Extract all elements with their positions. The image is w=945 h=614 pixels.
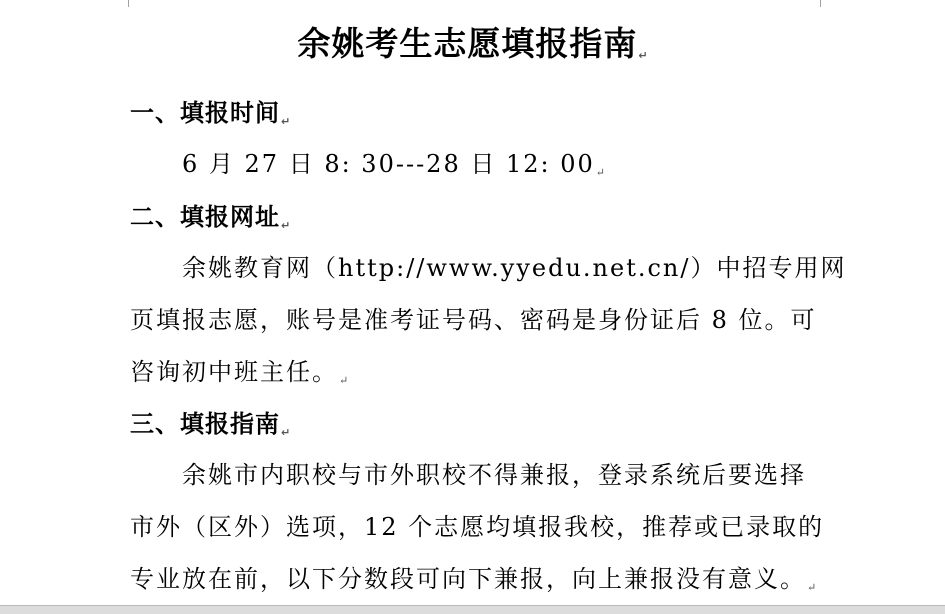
- paragraph-mark-icon: ↵: [281, 219, 291, 232]
- body-line: 市外（区外）选项，12 个志愿均填报我校，推荐或已录取的: [130, 513, 825, 541]
- section-body-website: [130, 242, 847, 407]
- section-body-guide: [130, 449, 825, 614]
- section-heading-time: 一、填报时间↵: [130, 99, 291, 128]
- body-line: 页填报志愿，账号是准考证号码、密码是身份证后 8 位。可: [130, 306, 817, 334]
- body-line: 咨询初中班主任。↵: [130, 358, 349, 387]
- page-title: 余姚考生志愿填报指南↵: [297, 24, 648, 63]
- paragraph-mark-icon: ↵: [281, 115, 291, 128]
- paragraph-mark-icon: ↵: [281, 426, 291, 439]
- body-line: 专业放在前，以下分数段可向下兼报，向上兼报没有意义。↵: [130, 565, 817, 594]
- body-line: 6 月 27 日 8: 30---28 日 12: 00↵: [182, 150, 605, 179]
- section-body-time: [130, 138, 822, 199]
- body-line: 余姚市内职校与市外职校不得兼报，登录系统后要选择: [182, 461, 806, 489]
- horizontal-scrollbar[interactable]: [0, 605, 945, 614]
- paragraph-mark-icon: ↵: [638, 49, 648, 62]
- section-heading-guide: 三、填报指南↵: [130, 410, 291, 439]
- section-heading-website: 二、填报网址↵: [130, 203, 291, 232]
- paragraph-mark-icon: ↵: [339, 374, 349, 387]
- page-corner-mark-left: [128, 0, 129, 7]
- body-line: 余姚教育网（http://www.yyedu.net.cn/）中招专用网: [182, 254, 847, 282]
- paragraph-mark-icon: ↵: [595, 166, 605, 179]
- paragraph-mark-icon: ↵: [807, 581, 817, 594]
- page-corner-mark-right: [820, 0, 821, 7]
